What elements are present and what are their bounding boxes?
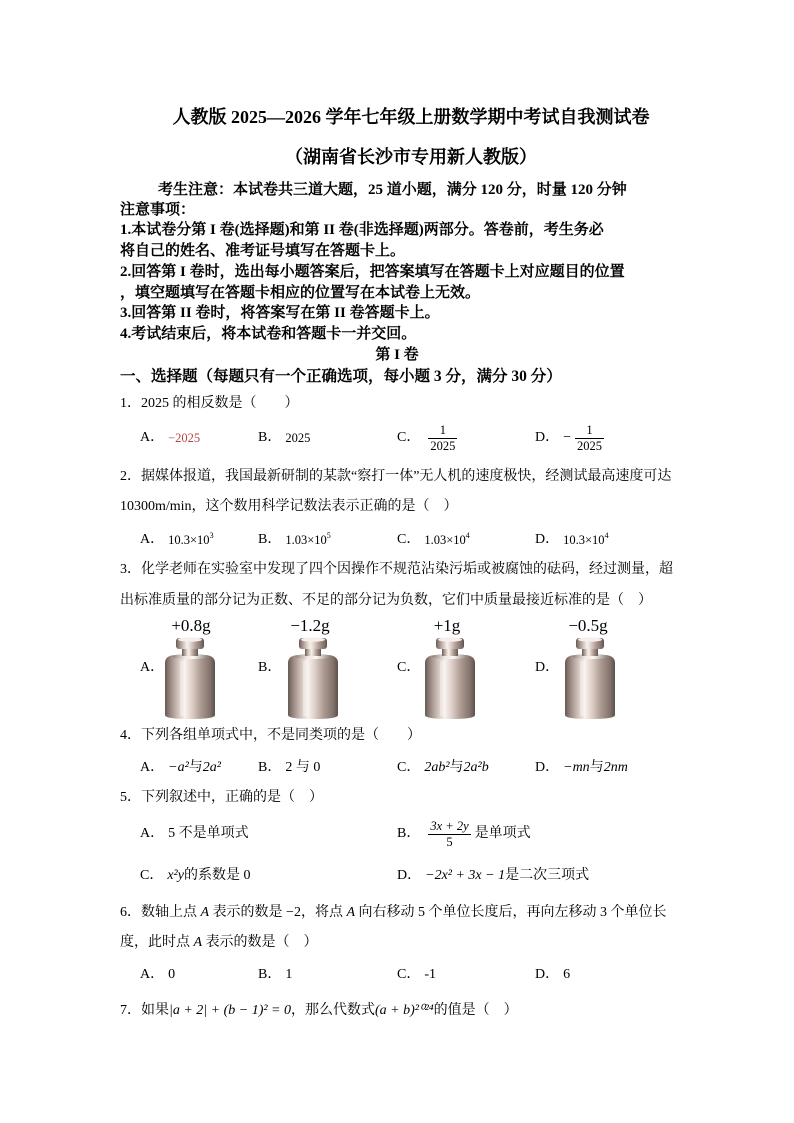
weight-knob-top bbox=[301, 637, 325, 641]
note-line: 4.考试结束后，将本试卷和答题卡一并交回。 bbox=[120, 326, 417, 342]
numerator: 1 bbox=[586, 422, 593, 437]
option-label: A． bbox=[140, 826, 165, 841]
option-label: B． bbox=[258, 967, 282, 982]
note-line: 2.回答第 I 卷时，选出每小题答案后，把答案填写在答题卡上对应题目的位置 bbox=[120, 264, 625, 280]
sci-base: 10.3×10 bbox=[563, 533, 605, 547]
option-a bbox=[140, 957, 175, 993]
math-expression: |a + 2| + (b − 1)² = 0 bbox=[169, 1003, 292, 1018]
option-label: D． bbox=[397, 868, 422, 883]
stem-text: 表示的数是（ ） bbox=[202, 935, 318, 950]
option-suffix: 是二次三项式 bbox=[505, 868, 590, 883]
section-heading: 一、选择题（每题只有一个正确选项，每小题 3 分，满分 30 分） bbox=[120, 368, 562, 385]
weight-knob-top bbox=[438, 637, 462, 641]
option-a bbox=[140, 750, 221, 786]
stem-text: 6．数轴上点 bbox=[120, 905, 201, 920]
option-d bbox=[535, 420, 608, 456]
exam-title: 人教版 2025—2026 学年七年级上册数学期中考试自我测试卷 bbox=[172, 107, 650, 127]
option-value: -1 bbox=[424, 967, 437, 982]
option-label: B． bbox=[258, 760, 282, 775]
option-value: 0 bbox=[168, 967, 176, 982]
option-b bbox=[258, 420, 310, 456]
option-label: B． bbox=[258, 430, 282, 445]
weight-highlight bbox=[580, 661, 585, 716]
option-value bbox=[285, 531, 330, 549]
option-label: C． bbox=[397, 660, 421, 675]
question-stem bbox=[120, 903, 667, 923]
option-label: C． bbox=[140, 868, 164, 883]
sci-base: 10.3×10 bbox=[168, 533, 210, 547]
question-stem: 10300m/min，这个数用科学记数法表示正确的是（ ） bbox=[120, 499, 458, 514]
sci-exponent: 3 bbox=[209, 531, 214, 540]
option-b bbox=[258, 957, 292, 993]
option-value bbox=[563, 531, 608, 549]
question-stem bbox=[120, 1001, 518, 1021]
option-value: 2025 bbox=[285, 431, 311, 445]
fraction bbox=[428, 819, 470, 850]
weight-b-mass-label: −1.2g bbox=[290, 616, 330, 635]
option-label: A． bbox=[140, 760, 165, 775]
math-expression: 2a² bbox=[202, 760, 221, 775]
option-c bbox=[397, 522, 470, 558]
weight-body bbox=[288, 655, 338, 719]
question-stem: 出标准质量的部分记为正数、不足的部分记为负数，它们中质量最接近标准的是（ ） bbox=[120, 593, 652, 608]
option-label: D． bbox=[535, 532, 560, 547]
option-label: D． bbox=[535, 430, 560, 445]
math-expression: (a + b)²⁰²⁴ bbox=[375, 1003, 434, 1018]
option-label: D． bbox=[535, 760, 560, 775]
math-expression: −mn bbox=[563, 760, 590, 775]
question-stem bbox=[120, 933, 318, 953]
option-value: 1 bbox=[285, 967, 293, 982]
option-label: C． bbox=[397, 430, 421, 445]
option-d bbox=[397, 858, 589, 894]
option-value bbox=[168, 531, 213, 549]
option-suffix: 是单项式 bbox=[474, 826, 531, 841]
exam-notice: 考生注意：本试卷共三道大题，25 道小题，满分 120 分，时量 120 分钟 bbox=[158, 182, 627, 198]
option-label: A． bbox=[140, 660, 165, 675]
option-c bbox=[397, 750, 489, 786]
conjunction: 与 bbox=[188, 760, 203, 775]
point-variable: A bbox=[346, 905, 356, 920]
option-value bbox=[424, 531, 469, 549]
part-title: 第 I 卷 bbox=[375, 347, 419, 363]
minus-sign: − bbox=[563, 430, 572, 445]
weight-highlight bbox=[440, 661, 445, 716]
notes-heading: 注意事项： bbox=[120, 202, 196, 218]
note-line: 3.回答第 II 卷时，将答案写在第 II 卷答题卡上。 bbox=[120, 305, 440, 321]
sci-base: 1.03×10 bbox=[285, 533, 327, 547]
option-a bbox=[140, 816, 249, 852]
weight-neck bbox=[582, 648, 598, 656]
math-expression: x²y bbox=[167, 868, 184, 883]
question-stem: 5．下列叙述中，正确的是（ ） bbox=[120, 790, 323, 805]
weight-knob-top bbox=[578, 637, 602, 641]
math-expression: 2ab² bbox=[424, 760, 450, 775]
question-stem: 4．下列各组单项式中，不是同类项的是（ ） bbox=[120, 728, 421, 743]
sci-base: 1.03×10 bbox=[424, 533, 466, 547]
option-label: D． bbox=[535, 967, 560, 982]
option-label: C． bbox=[397, 532, 421, 547]
weight-a-mass-label: +0.8g bbox=[171, 616, 211, 635]
option-c bbox=[397, 420, 461, 456]
conjunction: 与 bbox=[589, 760, 604, 775]
option-label: B． bbox=[258, 660, 282, 675]
numerator: 1 bbox=[439, 422, 446, 437]
conjunction: 与 bbox=[449, 760, 464, 775]
sci-exponent: 4 bbox=[465, 531, 470, 540]
denominator: 2025 bbox=[430, 438, 456, 453]
option-b bbox=[258, 522, 331, 558]
option-d bbox=[535, 750, 628, 786]
option-a bbox=[140, 420, 200, 456]
math-expression: −a² bbox=[168, 760, 189, 775]
weight-a-image bbox=[162, 636, 218, 720]
math-expression: 2a²b bbox=[463, 760, 489, 775]
note-line: 1.本试卷分第 I 卷(选择题)和第 II 卷(非选择题)两部分。答卷前，考生务必 bbox=[120, 222, 604, 238]
option-label: A． bbox=[140, 532, 165, 547]
weight-c-image bbox=[422, 636, 478, 720]
stem-text: ，那么代数式 bbox=[291, 1003, 376, 1018]
weight-body bbox=[165, 655, 215, 719]
note-line: 将自己的姓名、准考证号填写在答题卡上。 bbox=[120, 243, 406, 259]
stem-text: 向右移动 5 个单位长度后，再向左移动 3 个单位长 bbox=[355, 905, 667, 920]
option-label: A． bbox=[140, 430, 165, 445]
option-value: 5 不是单项式 bbox=[168, 826, 249, 841]
question-stem: 2．据媒体报道，我国最新研制的某款“察打一体”无人机的速度极快，经测试最高速度可达 bbox=[120, 469, 672, 484]
option-label: D． bbox=[535, 660, 560, 675]
sci-exponent: 5 bbox=[326, 531, 331, 540]
stem-text: 7．如果 bbox=[120, 1003, 169, 1018]
option-label: C． bbox=[397, 760, 421, 775]
weight-highlight bbox=[303, 661, 308, 716]
weight-highlight bbox=[180, 661, 185, 716]
weight-body bbox=[565, 655, 615, 719]
option-c bbox=[397, 957, 436, 993]
option-label: B． bbox=[397, 826, 421, 841]
denominator: 5 bbox=[446, 834, 453, 849]
question-stem: 3．化学老师在实验室中发现了四个因操作不规范沾染污垢或被腐蚀的砝码，经过测量，超 bbox=[120, 562, 673, 577]
option-label: A． bbox=[140, 967, 165, 982]
option-c bbox=[140, 858, 250, 894]
stem-text: 度，此时点 bbox=[120, 935, 194, 950]
weight-knob-top bbox=[178, 637, 202, 641]
option-value: −2025 bbox=[168, 431, 201, 445]
weight-neck bbox=[305, 648, 321, 656]
weight-d-mass-label: −0.5g bbox=[568, 616, 608, 635]
stem-text: 表示的数是 −2，将点 bbox=[209, 905, 347, 920]
weight-neck bbox=[442, 648, 458, 656]
note-line: ，填空题填写在答题卡相应的位置写在本试卷上无效。 bbox=[120, 285, 481, 301]
option-value: 6 bbox=[563, 967, 571, 982]
stem-text: 的值是（ ） bbox=[433, 1003, 518, 1018]
denominator: 2025 bbox=[577, 438, 603, 453]
weight-body bbox=[425, 655, 475, 719]
numerator: 3x + 2y bbox=[430, 818, 469, 833]
exam-subtitle: （湖南省长沙市专用新人教版） bbox=[285, 147, 537, 167]
point-variable: A bbox=[193, 935, 203, 950]
math-expression: 2nm bbox=[603, 760, 628, 775]
point-variable: A bbox=[200, 905, 210, 920]
weight-b-image bbox=[285, 636, 341, 720]
option-suffix: 的系数是 0 bbox=[183, 868, 251, 883]
weight-d-image bbox=[562, 636, 618, 720]
option-d bbox=[535, 522, 609, 558]
fraction bbox=[575, 423, 604, 454]
option-value: 2 与 0 bbox=[285, 760, 321, 775]
question-stem: 1．2025 的相反数是（ ） bbox=[120, 396, 299, 411]
option-d bbox=[535, 957, 570, 993]
sci-exponent: 4 bbox=[604, 531, 609, 540]
weight-neck bbox=[182, 648, 198, 656]
weight-c-mass-label: +1g bbox=[433, 616, 461, 635]
option-a bbox=[140, 522, 214, 558]
option-b bbox=[258, 750, 320, 786]
fraction bbox=[428, 423, 457, 454]
option-label: B． bbox=[258, 532, 282, 547]
option-b bbox=[397, 816, 531, 852]
math-expression: −2x² + 3x − 1 bbox=[425, 868, 506, 883]
option-label: C． bbox=[397, 967, 421, 982]
